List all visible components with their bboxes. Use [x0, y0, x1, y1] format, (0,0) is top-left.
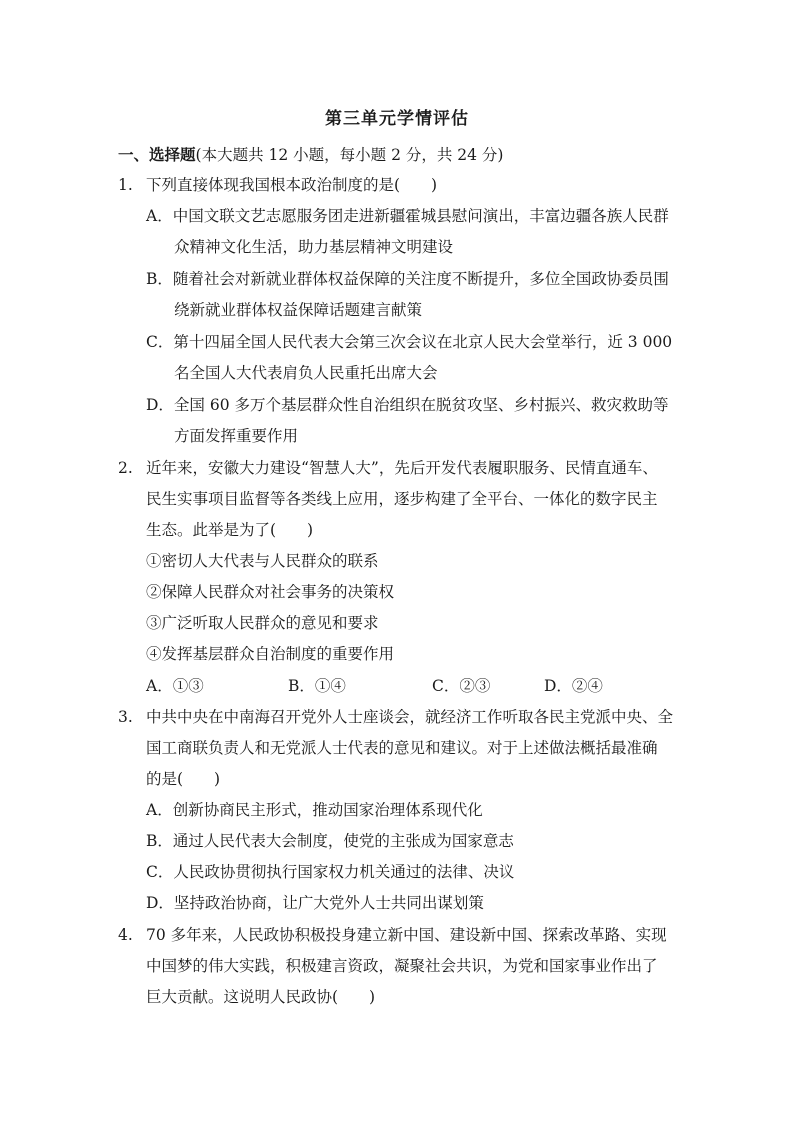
option-c: C．第十四届全国人民代表大会第三次会议在北京人民大会堂举行，近 3 000 — [146, 333, 673, 351]
section-label: 一、选择题 — [118, 145, 196, 164]
option-c: C．人民政协贯彻执行国家权力机关通过的法律、决议 — [146, 863, 515, 881]
question-stem-line: 生态。此举是为了( ) — [146, 521, 314, 539]
question-stem-line: 的是( ) — [146, 770, 221, 788]
answer-choices — [146, 675, 626, 697]
choice-a: A．①③ — [146, 677, 204, 695]
option-b: B．随着社会对新就业群体权益保障的关注度不断提升，多位全国政协委员围 — [146, 270, 669, 288]
choice-d: D．②④ — [544, 677, 603, 695]
choice-c: C．②③ — [432, 677, 491, 695]
option-a: A．创新协商民主形式，推动国家治理体系现代化 — [146, 801, 483, 819]
statement-item: ①密切人大代表与人民群众的联系 — [146, 552, 379, 570]
option-c-continued: 名全国人大代表肩负人民重托出席大会 — [174, 364, 438, 382]
section-description: (本大题共 12 小题，每小题 2 分，共 24 分) — [195, 146, 504, 164]
question-number: 4. — [118, 926, 133, 944]
question-number: 1. — [118, 176, 133, 194]
question-stem: 近年来，安徽大力建设“智慧人大”，先后开发代表履职服务、民情直通车、 — [146, 459, 658, 477]
question-stem-line: 国工商联负责人和无党派人士代表的意见和建议。对于上述做法概括最准确 — [146, 739, 658, 757]
question-stem: 中共中央在中南海召开党外人士座谈会，就经济工作听取各民主党派中央、全 — [146, 708, 674, 726]
statement-item: ④发挥基层群众自治制度的重要作用 — [146, 645, 395, 663]
option-b: B．通过人民代表大会制度，使党的主张成为国家意志 — [146, 832, 514, 850]
question-number: 2. — [118, 459, 133, 477]
question-stem: 70 多年来，人民政协积极投身建立新中国、建设新中国、探索改革路、实现 — [146, 926, 667, 944]
question-stem-line: 民生实事项目监督等各类线上应用，逐步构建了全平台、一体化的数字民主 — [146, 490, 658, 508]
question-stem-line: 中国梦的伟大实践，积极建言资政，凝聚社会共识，为党和国家事业作出了 — [146, 957, 658, 975]
choice-b: B．①④ — [288, 677, 346, 695]
question-number: 3. — [118, 708, 133, 726]
option-d: D．坚持政治协商，让广大党外人士共同出谋划策 — [146, 894, 484, 912]
option-a: A．中国文联文艺志愿服务团走进新疆霍城县慰问演出，丰富边疆各族人民群 — [146, 207, 669, 225]
section-heading — [118, 143, 503, 165]
statement-item: ③广泛听取人民群众的意见和要求 — [146, 614, 379, 632]
statement-item: ②保障人民群众对社会事务的决策权 — [146, 583, 395, 601]
option-a-continued: 众精神文化生活，助力基层精神文明建设 — [174, 238, 454, 256]
option-d: D．全国 60 多万个基层群众性自治组织在脱贫攻坚、乡村振兴、救灾救助等 — [146, 396, 669, 414]
option-d-continued: 方面发挥重要作用 — [174, 427, 299, 445]
page-title: 第三单元学情评估 — [325, 109, 469, 129]
option-b-continued: 绕新就业群体权益保障话题建言献策 — [174, 301, 423, 319]
question-stem: 下列直接体现我国根本政治制度的是( ) — [146, 176, 438, 194]
question-stem-line: 巨大贡献。这说明人民政协( ) — [146, 988, 376, 1006]
